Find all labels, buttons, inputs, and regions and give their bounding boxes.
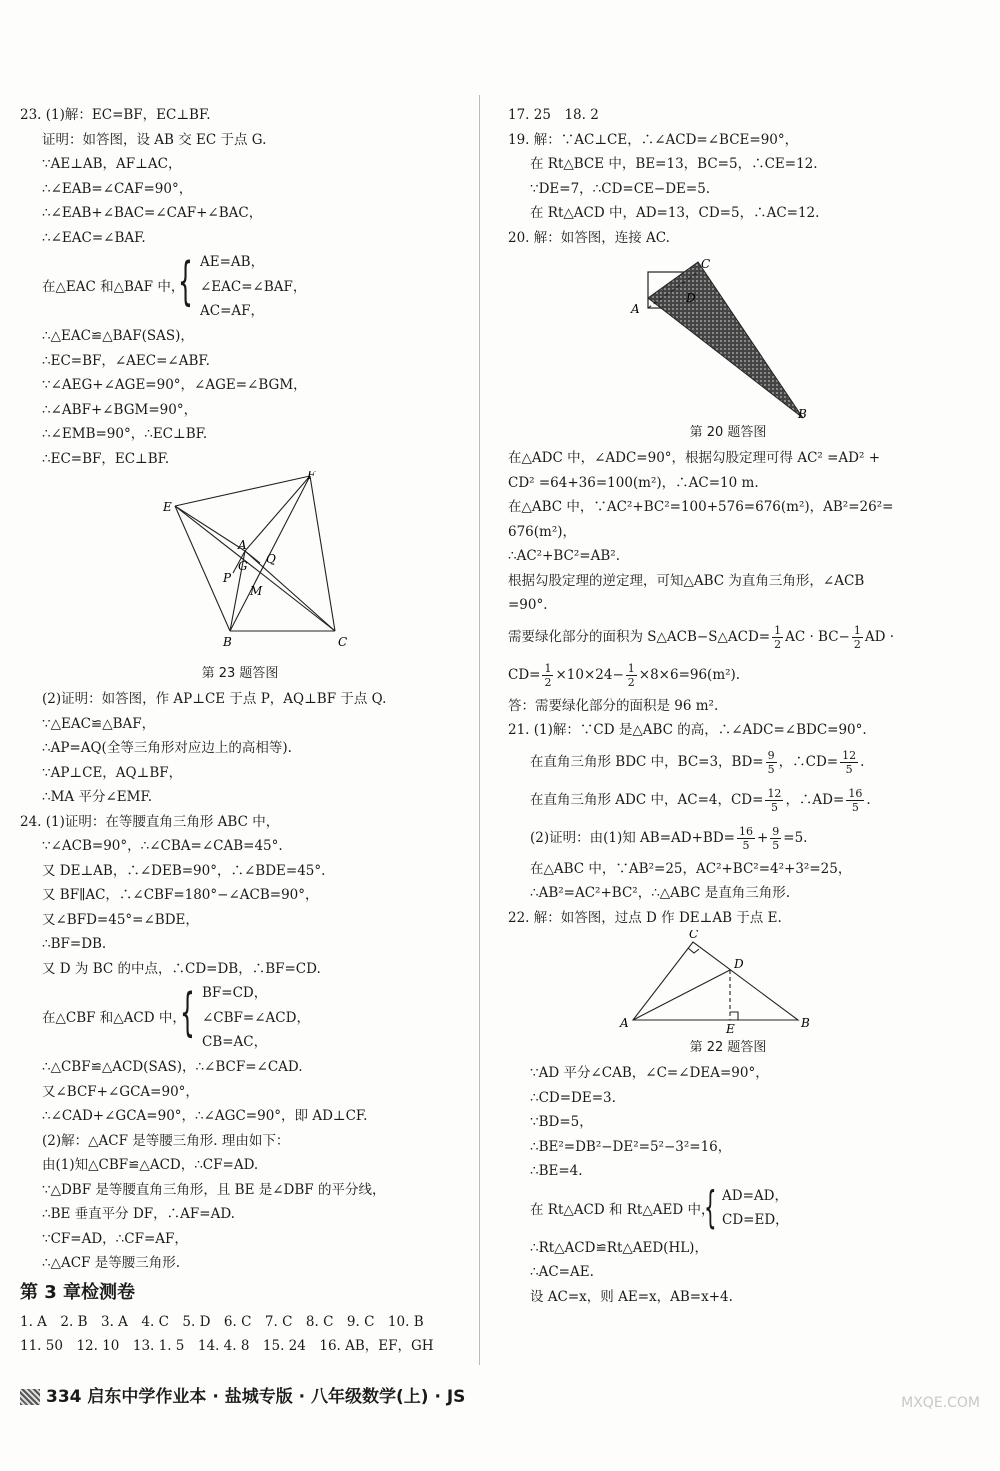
system-line: AD=AD， [722, 1187, 788, 1204]
text: AD · [864, 628, 894, 645]
label-F: F [307, 471, 316, 482]
answer-row: 11. 50 12. 10 13. 1. 5 14. 4. 8 15. 24 16. AB，EF，GH [20, 1338, 434, 1354]
q20-line: CD² =64+36=100(m²)，∴AC=10 m. [508, 474, 759, 491]
denominator: 2 [853, 637, 861, 651]
numerator: 12 [767, 786, 782, 800]
fraction [846, 787, 864, 814]
label-A: A [631, 302, 640, 316]
q20-diagram [508, 250, 948, 420]
q19-line: 在 Rt△BCE 中，BE=13，BC=5，∴CE=12. [530, 156, 818, 172]
q24-line: (2)解：△ACF 是等腰三角形. 理由如下： [42, 1132, 290, 1149]
q23-line: ∴EC=BF，∠AEC=∠ABF. [42, 352, 210, 369]
system-lines [202, 981, 310, 1055]
label-B: B [798, 407, 807, 420]
text: CD= [508, 666, 541, 683]
left-column [20, 103, 460, 1359]
q20-line: 在△ADC 中，∠ADC=90°，根据勾股定理可得 AC² =AD² + [508, 450, 881, 466]
label-B: B [223, 635, 232, 649]
q20-line: 20. 解：如答图，连接 AC. [508, 229, 670, 246]
text: ×10×24− [555, 666, 624, 683]
q24-line: 又∠BFD=45°=∠BDE， [42, 911, 199, 928]
numerator: 1 [853, 623, 861, 637]
q22-figure [508, 930, 948, 1035]
q24-line: ∴BF=DB. [42, 936, 107, 952]
q23-line: ∴∠ABF+∠BGM=90°， [42, 401, 198, 418]
text: (2)证明：由(1)知 AB=AD+BD= [530, 829, 735, 846]
q23-line: ∵AE⊥AB，AF⊥AC， [42, 156, 182, 172]
numerator: 16 [848, 786, 863, 800]
q23-line: ∴AP=AQ(全等三角形对应边上的高相等). [42, 740, 292, 756]
numerator: 1 [627, 661, 635, 675]
fraction [765, 787, 783, 814]
denominator: 5 [770, 800, 778, 814]
system-line: AE=AB， [200, 254, 265, 270]
numerator: 16 [738, 824, 753, 838]
q24-line: ∴△ACF 是等腰三角形. [42, 1255, 180, 1271]
q23-line: ∵∠AEG+∠AGE=90°，∠AGE=∠BGM， [42, 377, 307, 393]
brace: { [178, 252, 193, 312]
denominator: 2 [627, 675, 635, 689]
q23-line: ∴MA 平分∠EMF. [42, 789, 152, 805]
text: 在直角三角形 BDC 中，BC=3，BD= [530, 753, 764, 770]
chapter-title: 第 3 章检测卷 [20, 1281, 136, 1303]
q24-line: ∴BE 垂直平分 DF，∴AF=AD. [42, 1206, 235, 1222]
denominator: 5 [742, 838, 750, 852]
q23-line: ∴∠EAB=∠CAF=90°， [42, 180, 193, 197]
q19-line: 19. 解：∵AC⊥CE，∴∠ACD=∠BCE=90°， [508, 131, 799, 148]
fraction [840, 749, 858, 776]
system-label: 在△EAC 和△BAF 中， [42, 279, 185, 295]
text: 需要绿化部分的面积为 S△ACB−S△ACD= [508, 628, 771, 645]
fraction [766, 749, 777, 776]
q23-system [20, 250, 460, 324]
q24-line: 又∠BCF+∠GCA=90°， [42, 1083, 199, 1100]
q23-diagram [20, 471, 460, 661]
q22-line: ∴Rt△ACD≌Rt△AED(HL)， [530, 1239, 708, 1256]
fraction [542, 662, 553, 689]
q22-line: ∵BD=5， [530, 1114, 593, 1130]
label-C: C [689, 930, 699, 941]
q24-line: ∴∠CAD+∠GCA=90°，∴∠AGC=90°，即 AD⊥CF. [42, 1108, 368, 1124]
label-P: P [223, 571, 232, 585]
denominator: 5 [772, 838, 780, 852]
q22-line: ∴AC=AE. [530, 1264, 594, 1280]
footer-text: 334 启东中学作业本 · 盐城专版 · 八年级数学(上) · JS [46, 1387, 466, 1407]
q23-line: 23. (1)解：EC=BF，EC⊥BF. [20, 107, 211, 123]
denominator: 5 [767, 762, 775, 776]
q22-line: ∴CD=DE=3. [530, 1089, 616, 1106]
brace: { [180, 983, 195, 1043]
q22-system [508, 1181, 948, 1236]
q20-line: ∴AC²+BC²=AB². [508, 548, 620, 564]
label-A: A [238, 538, 247, 552]
answer-row: 1. A 2. B 3. A 4. C 5. D 6. C 7. C 8. C 9. C 10. B [20, 1313, 424, 1330]
denominator: 2 [774, 637, 782, 651]
text: ×8×6=96(m²). [638, 666, 741, 683]
q23-line: ∴EC=BF，EC⊥BF. [42, 450, 170, 467]
label-M: M [250, 584, 263, 598]
system-lines [200, 250, 306, 324]
label-Q: Q [266, 552, 276, 566]
q23-line: ∴∠EAC=∠BAF. [42, 229, 146, 246]
q20-figure [508, 250, 948, 420]
watermark-text: MXQE.COM [901, 1395, 980, 1411]
q24-system [20, 981, 460, 1055]
label-E: E [163, 500, 172, 514]
label-E: E [726, 1022, 735, 1035]
brace: { [704, 1181, 717, 1233]
text: ，∴AD= [785, 791, 845, 808]
system-line: ∠EAC=∠BAF， [200, 278, 307, 295]
q19-line: ∵DE=7，∴CD=CE−DE=5. [530, 180, 711, 197]
q24-line: 又 DE⊥AB，∴∠DEB=90°，∴∠BDE=45°. [42, 862, 326, 879]
system-line: ∠CBF=∠ACD， [202, 1009, 310, 1026]
q21-line: ∴AB²=AC²+BC²，∴△ABC 是直角三角形. [530, 885, 791, 901]
q22-line: 设 AC=x，则 AE=x，AB=x+4. [530, 1288, 733, 1305]
fraction [737, 825, 755, 852]
text: ，∴CD= [778, 753, 839, 770]
q24-line: ∵∠ACB=90°，∴∠CBA=∠CAB=45°. [42, 838, 283, 854]
q23-line: ∴∠EMB=90°，∴EC⊥BF. [42, 426, 208, 442]
numerator: 1 [774, 623, 782, 637]
text: + [756, 829, 769, 846]
q19-line: 在 Rt△ACD 中，AD=13，CD=5，∴AC=12. [530, 205, 820, 221]
q23-line: ∴∠EAB+∠BAC=∠CAF+∠BAC， [42, 205, 263, 221]
q23-line: ∵AP⊥CE，AQ⊥BF， [42, 764, 183, 781]
denominator: 2 [544, 675, 552, 689]
book-icon [20, 1389, 40, 1405]
label-G: G [238, 559, 248, 573]
q24-line: 又 D 为 BC 的中点，∴CD=DB，∴BF=CD. [42, 960, 321, 977]
q21-line: 21. (1)解：∵CD 是△ABC 的高，∴∠ADC=∠BDC=90°. [508, 722, 867, 738]
fraction [772, 624, 783, 651]
q23-line: 证明：如答图，设 AB 交 EC 于点 G. [42, 131, 267, 148]
q20-line: =90°. [508, 597, 548, 613]
q20-caption: 第 20 题答图 [689, 425, 767, 440]
label-D: D [734, 957, 744, 971]
q20-area-line [508, 618, 948, 656]
fraction [626, 662, 637, 689]
label-A: A [620, 1016, 629, 1030]
system-line: AC=AF， [200, 303, 265, 319]
fraction [770, 825, 781, 852]
label-C: C [338, 635, 348, 649]
q24-line: 又 BF∥AC，∴∠CBF=180°−∠ACB=90°， [42, 887, 319, 903]
q22-line: ∴BE²=DB²−DE²=5²−3²=16， [530, 1138, 732, 1155]
label-C: C [701, 257, 711, 271]
q21-line: 在直角三角形 ADC 中，AC=4，CD= $\frac{12}{5}$ ，∴AD= $\frac{16}{5}$ . [530, 786, 871, 814]
page-footer [20, 1382, 465, 1407]
system-label: 在△CBF 和△ACD 中， [42, 1010, 186, 1026]
q24-line: ∵△DBF 是等腰直角三角形，且 BE 是∠DBF 的平分线， [42, 1181, 386, 1198]
label-B: B [801, 1016, 810, 1030]
q23-figure [20, 471, 460, 661]
numerator: 12 [842, 748, 857, 762]
label-D: D [686, 291, 696, 305]
column-divider [479, 95, 480, 1365]
system-lines [722, 1184, 789, 1233]
q22-line: ∵AD 平分∠CAB，∠C=∠DEA=90°， [530, 1065, 769, 1081]
q24-line: ∵CF=AD，∴CF=AF， [42, 1230, 188, 1247]
q22-diagram [508, 930, 948, 1035]
numerator: 9 [772, 824, 780, 838]
q20-line: 根据勾股定理的逆定理，可知△ABC 为直角三角形，∠ACB [508, 572, 865, 589]
fraction [852, 624, 863, 651]
q24-line: 由(1)知△CBF≌△ACD，∴CF=AD. [42, 1157, 259, 1173]
q23-line: ∵△EAC≌△BAF， [42, 715, 156, 732]
q21-line: 在△ABC 中，∵AB²=25，AC²+BC²=4²+3²=25， [530, 860, 852, 877]
q22-line: ∴BE=4. [530, 1163, 583, 1179]
q24-line: ∴△CBF≌△ACD(SAS)，∴∠BCF=∠CAD. [42, 1059, 303, 1075]
q23-caption: 第 23 题答图 [201, 666, 279, 681]
q20-line: 在△ABC 中，∵AC²+BC²=100+576=676(m²)，AB²=26²= [508, 499, 894, 515]
text: 在直角三角形 ADC 中，AC=4，CD= [530, 791, 764, 808]
q20-line: 676(m²)， [508, 523, 577, 540]
numerator: 1 [544, 661, 552, 675]
q24-line: 24. (1)证明：在等腰直角三角形 ABC 中， [20, 813, 280, 830]
q23-line: (2)证明：如答图，作 AP⊥CE 于点 P，AQ⊥BF 于点 Q. [42, 691, 387, 707]
q20-area-line [508, 656, 948, 694]
q22-caption: 第 22 题答图 [689, 1040, 767, 1055]
system-line: CD=ED， [722, 1212, 789, 1228]
denominator: 5 [851, 800, 859, 814]
numerator: 9 [767, 748, 775, 762]
watermark [790, 1395, 980, 1455]
q20-line: 答：需要绿化部分的面积是 96 m². [508, 697, 719, 714]
right-column [508, 103, 948, 1309]
q21-line: 在直角三角形 BDC 中，BC=3，BD= $\frac{9}{5}$ ，∴CD= $\frac{12}{5}$ . [530, 748, 865, 776]
text: =5. [783, 829, 808, 846]
system-line: CB=AC， [202, 1034, 268, 1050]
q22-line: 22. 解：如答图，过点 D 作 DE⊥AB 于点 E. [508, 909, 782, 926]
text: AC · BC− [785, 628, 850, 645]
q23-line: ∴△EAC≌△BAF(SAS)， [42, 328, 194, 344]
answer-row: 17. 25 18. 2 [508, 107, 599, 123]
q21-line [508, 819, 948, 857]
system-label: 在 Rt△ACD 和 Rt△AED 中， [530, 1201, 715, 1218]
system-line: BF=CD， [202, 985, 268, 1001]
denominator: 5 [845, 762, 853, 776]
